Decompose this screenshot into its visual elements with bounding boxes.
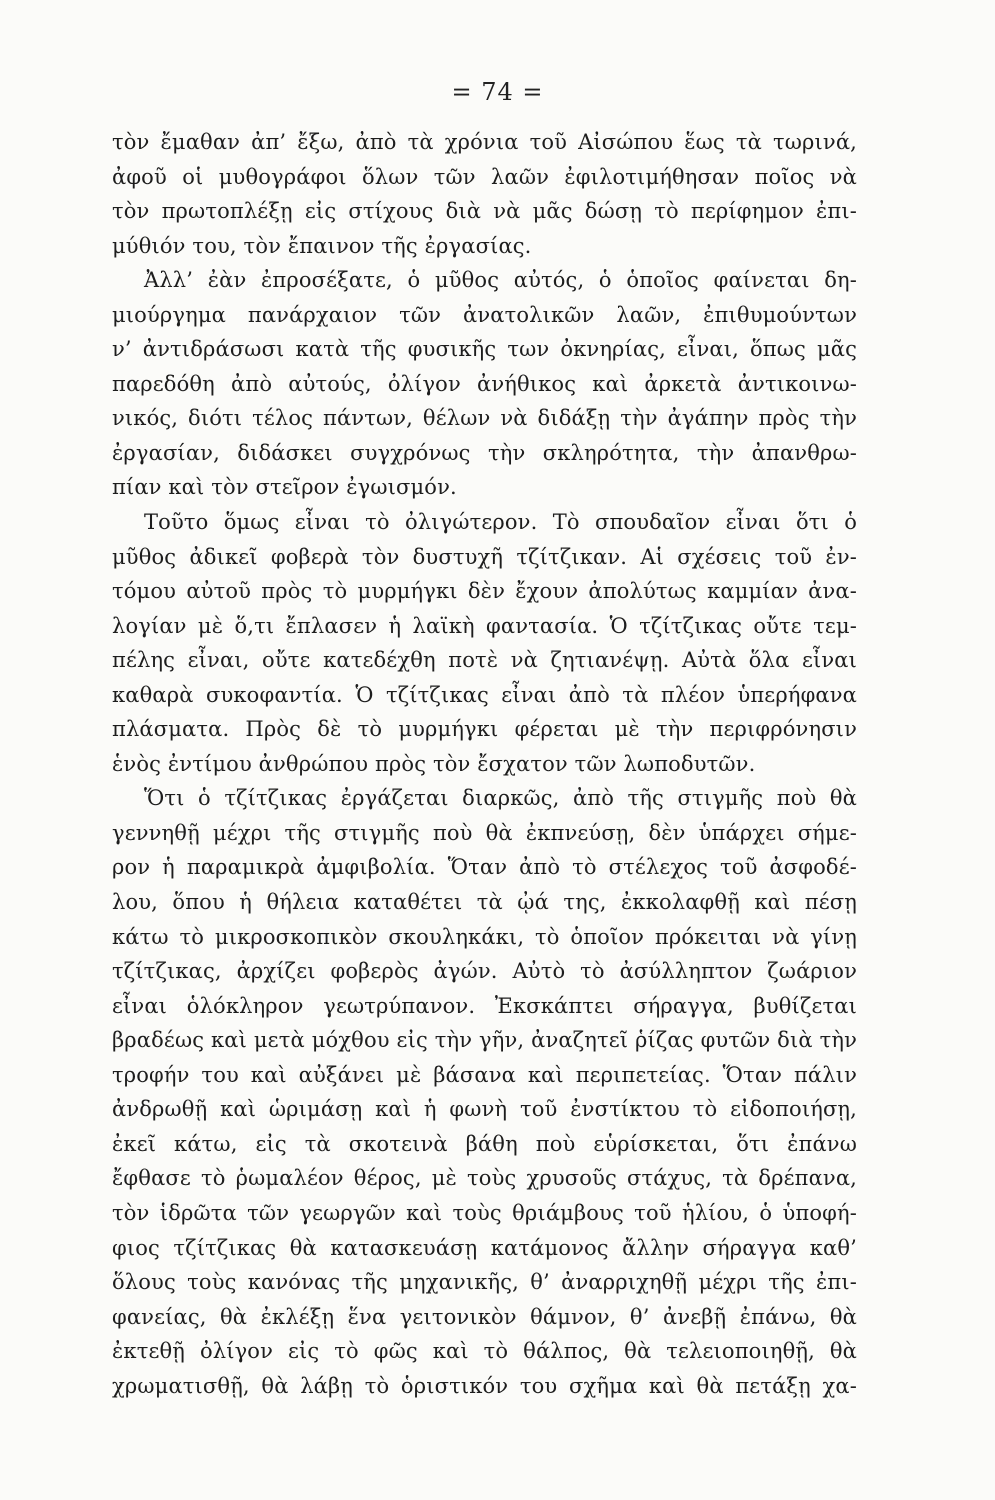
text-line: Τοῦτο ὅμως εἶναι τὸ ὀλιγώτερον. Τὸ σπουδαῖον εἶναι ὅτι ὁ bbox=[144, 510, 857, 535]
text-line: παρεδόθη ἀπὸ αὐτούς, ὀλίγον ἀνήθικος καὶ ἀρκετὰ ἀντικοινω- bbox=[112, 371, 857, 396]
text-line: Ἀλλ’ ἐὰν ἐπροσέξατε, ὁ μῦθος αὐτός, ὁ ὁποῖος φαίνεται δη- bbox=[144, 268, 857, 293]
text-line: ἐργασίαν, διδάσκει συγχρόνως τὴν σκληρότητα, τὴν ἀπανθρω- bbox=[112, 440, 857, 465]
text-line: χρωματισθῇ, θὰ λάβῃ τὸ ὁριστικόν του σχῆμα καὶ θὰ πετάξῃ χα- bbox=[112, 1373, 857, 1398]
text-line: τζίτζικας, ἀρχίζει φοβερὸς ἀγών. Αὐτὸ τὸ ἀσύλληπτον ζωάριον bbox=[112, 959, 857, 984]
text-line: τόμου αὐτοῦ πρὸς τὸ μυρμήγκι δὲν ἔχουν ἀπολύτως καμμίαν ἀνα- bbox=[112, 579, 857, 604]
text-line: πίαν καὶ τὸν στεῖρον ἐγωισμόν. bbox=[112, 475, 457, 500]
text-line: τὸν ἔμαθαν ἀπ’ ἔξω, ἀπὸ τὰ χρόνια τοῦ Αἰσώπου ἕως τὰ τωρινά, bbox=[112, 130, 857, 154]
text-line: ν’ ἀντιδράσωσι κατὰ τῆς φυσικῆς των ὀκνηρίας, εἶναι, ὅπως μᾶς bbox=[112, 337, 857, 362]
text-line: νικός, διότι τέλος πάντων, θέλων νὰ διδάξῃ τὴν ἀγάπην πρὸς τὴν bbox=[112, 406, 857, 431]
text-line: γεννηθῇ μέχρι τῆς στιγμῆς ποὺ θὰ ἐκπνεύσῃ, δὲν ὑπάρχει σήμε- bbox=[112, 820, 857, 845]
text-line: πλάσματα. Πρὸς δὲ τὸ μυρμήγκι φέρεται μὲ τὴν περιφρόνησιν bbox=[112, 717, 857, 742]
text-line: μιούργημα πανάρχαιον τῶν ἀνατολικῶν λαῶν, ἐπιθυμούντων bbox=[112, 302, 857, 327]
text-line: τροφήν του καὶ αὐξάνει μὲ βάσανα καὶ περιπετείας. Ὅταν πάλιν bbox=[112, 1062, 857, 1087]
text-line: ἀνδρωθῇ καὶ ὡριμάσῃ καὶ ἡ φωνὴ τοῦ ἐνστίκτου τὸ εἰδοποιήσῃ, bbox=[112, 1097, 857, 1122]
text-line: φανείας, θὰ ἐκλέξῃ ἕνα γειτονικὸν θάμνον, θ’ ἀνεβῇ ἐπάνω, θὰ bbox=[112, 1304, 857, 1329]
text-line: ἔφθασε τὸ ῥωμαλέον θέρος, μὲ τοὺς χρυσοῦς στάχυς, τὰ δρέπανα, bbox=[112, 1166, 857, 1191]
text-line: ρον ἡ παραμικρὰ ἀμφιβολία. Ὅταν ἀπὸ τὸ στέλεχος τοῦ ἀσφοδέ- bbox=[112, 855, 857, 880]
body-text bbox=[112, 125, 857, 1403]
text-line: λογίαν μὲ ὅ,τι ἔπλασεν ἡ λαϊκὴ φαντασία. Ὁ τζίτζικας οὔτε τεμ- bbox=[112, 613, 857, 638]
text-line: ὅλους τοὺς κανόνας τῆς μηχανικῆς, θ’ ἀναρριχηθῇ μέχρι τῆς ἐπι- bbox=[112, 1270, 857, 1295]
text-line: τὸν ἱδρῶτα τῶν γεωργῶν καὶ τοὺς θριάμβους τοῦ ἡλίου, ὁ ὑποφή- bbox=[112, 1200, 857, 1225]
page-number: = 74 = bbox=[451, 78, 544, 106]
text-line: ἐκτεθῇ ὀλίγον εἰς τὸ φῶς καὶ τὸ θάλπος, θὰ τελειοποιηθῇ, θὰ bbox=[112, 1339, 857, 1364]
text-line: ἐκεῖ κάτω, εἰς τὰ σκοτεινὰ βάθη ποὺ εὑρίσκεται, ὅτι ἐπάνω bbox=[112, 1131, 857, 1156]
text-line: ἑνὸς ἐντίμου ἀνθρώπου πρὸς τὸν ἔσχατον τῶν λωποδυτῶν. bbox=[112, 751, 756, 776]
text-line: μύθιόν του, τὸν ἔπαινον τῆς ἐργασίας. bbox=[112, 233, 532, 258]
text-line: ἀφοῦ οἱ μυθογράφοι ὅλων τῶν λαῶν ἐφιλοτιμήθησαν ποῖος νὰ bbox=[112, 164, 857, 189]
text-line: εἶναι ὁλόκληρον γεωτρύπανον. Ἐκσκάπτει σήραγγα, βυθίζεται bbox=[112, 993, 857, 1018]
text-line: Ὅτι ὁ τζίτζικας ἐργάζεται διαρκῶς, ἀπὸ τῆς στιγμῆς ποὺ θὰ bbox=[144, 786, 857, 811]
text-line: φιος τζίτζικας θὰ κατασκευάσῃ κατάμονος ἄλλην σήραγγα καθ’ bbox=[112, 1235, 857, 1260]
text-line: πέλης εἶναι, οὔτε κατεδέχθη ποτὲ νὰ ζητιανέψῃ. Αὐτὰ ὅλα εἶναι bbox=[112, 648, 857, 673]
text-line: λου, ὅπου ἡ θήλεια καταθέτει τὰ ᾠά της, ἐκκολαφθῇ καὶ πέσῃ bbox=[112, 890, 857, 915]
text-line: καθαρὰ συκοφαντία. Ὁ τζίτζικας εἶναι ἀπὸ τὰ πλέον ὑπερήφανα bbox=[112, 682, 857, 707]
text-line: βραδέως καὶ μετὰ μόχθου εἰς τὴν γῆν, ἀναζητεῖ ῥίζας φυτῶν διὰ τὴν bbox=[112, 1028, 857, 1053]
text-line: τὸν πρωτοπλέξῃ εἰς στίχους διὰ νὰ μᾶς δώσῃ τὸ περίφημον ἐπι- bbox=[112, 199, 857, 224]
text-line: κάτω τὸ μικροσκοπικὸν σκουληκάκι, τὸ ὁποῖον πρόκειται νὰ γίνῃ bbox=[112, 924, 857, 949]
text-line: μῦθος ἀδικεῖ φοβερὰ τὸν δυστυχῆ τζίτζικαν. Αἱ σχέσεις τοῦ ἐν- bbox=[112, 544, 857, 569]
